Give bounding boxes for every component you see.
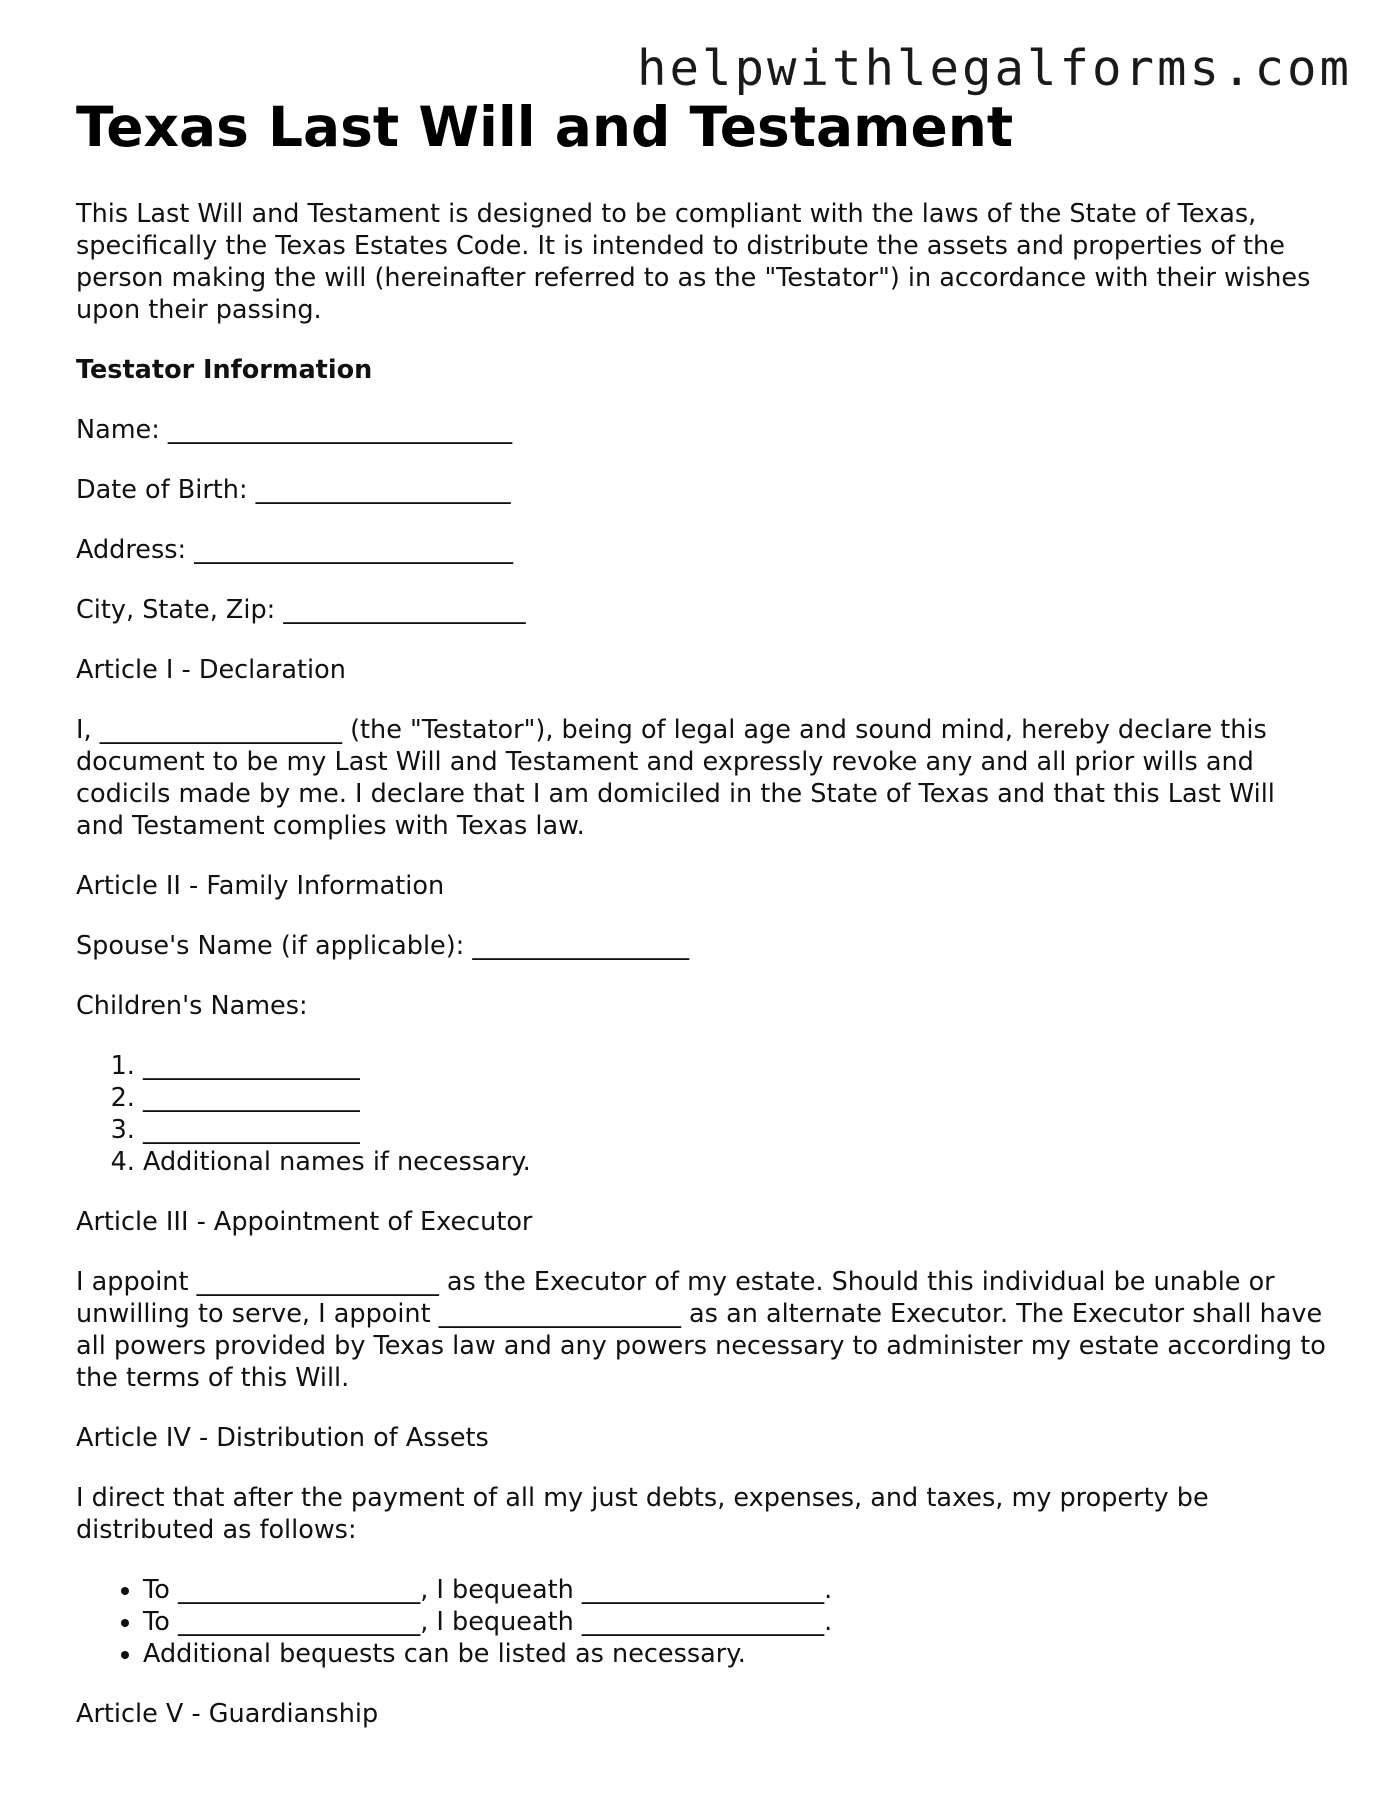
testator-name-field: Name: ___________________________ [76,415,513,445]
article-1-text: I, ___________________ (the "Testator"), being of legal age and sound mind, hereby declare this document to be my Last Will and Testament and expressly revoke any and all prior wills and codicils made by me. I declare that I am domiciled in the State of Texas and that this Last Will and Testament complies with Texas law. [76,715,1275,841]
article-4-heading: Article IV - Distribution of Assets [76,1423,489,1453]
testator-address-field: Address: _________________________ [76,535,513,565]
testator-heading: Testator Information [76,355,373,385]
list-item: 3. _________________ [143,1114,1326,1146]
list-item: 1. _________________ [143,1050,1326,1082]
testator-city-field: City, State, Zip: ___________________ [76,595,526,625]
article-3-text: I appoint ___________________ as the Executor of my estate. Should this individual be unable or unwilling to serve, I appoint ___________________ as an alternate Executor. The Executor shall have all powers provided by Texas law and any powers necessary to administer my estate according to the terms of this Will. [76,1267,1326,1393]
children-list [76,1050,1326,1178]
document-body [76,198,1326,1758]
list-item: • To ___________________, I bequeath ___________________. [143,1606,1326,1638]
children-label: Children's Names: [76,991,308,1021]
article-4-text: I direct that after the payment of all my just debts, expenses, and taxes, my property be distributed as follows: [76,1483,1209,1545]
site-watermark: helpwithlegalforms.com [636,40,1352,97]
intro-paragraph: This Last Will and Testament is designed to be compliant with the laws of the State of Texas, specifically the Texas Estates Code. It is intended to distribute the assets and properties of the person making the will (hereinafter referred to as the "Testator") in accordance with their wishes upon their passing. [76,199,1311,325]
page-title: Texas Last Will and Testament [76,95,1014,159]
list-item: 2. _________________ [143,1082,1326,1114]
testator-dob-field: Date of Birth: ____________________ [76,475,511,505]
article-2-heading: Article II - Family Information [76,871,445,901]
article-5-heading: Article V - Guardianship [76,1699,379,1729]
article-3-heading: Article III - Appointment of Executor [76,1207,533,1237]
bequests-list [76,1574,1326,1670]
spouse-name-field: Spouse's Name (if applicable): _________________ [76,931,690,961]
article-1-heading: Article I - Declaration [76,655,346,685]
list-item: 4. Additional names if necessary. [143,1146,1326,1178]
list-item: • Additional bequests can be listed as necessary. [143,1638,1326,1670]
list-item: • To ___________________, I bequeath ___________________. [143,1574,1326,1606]
